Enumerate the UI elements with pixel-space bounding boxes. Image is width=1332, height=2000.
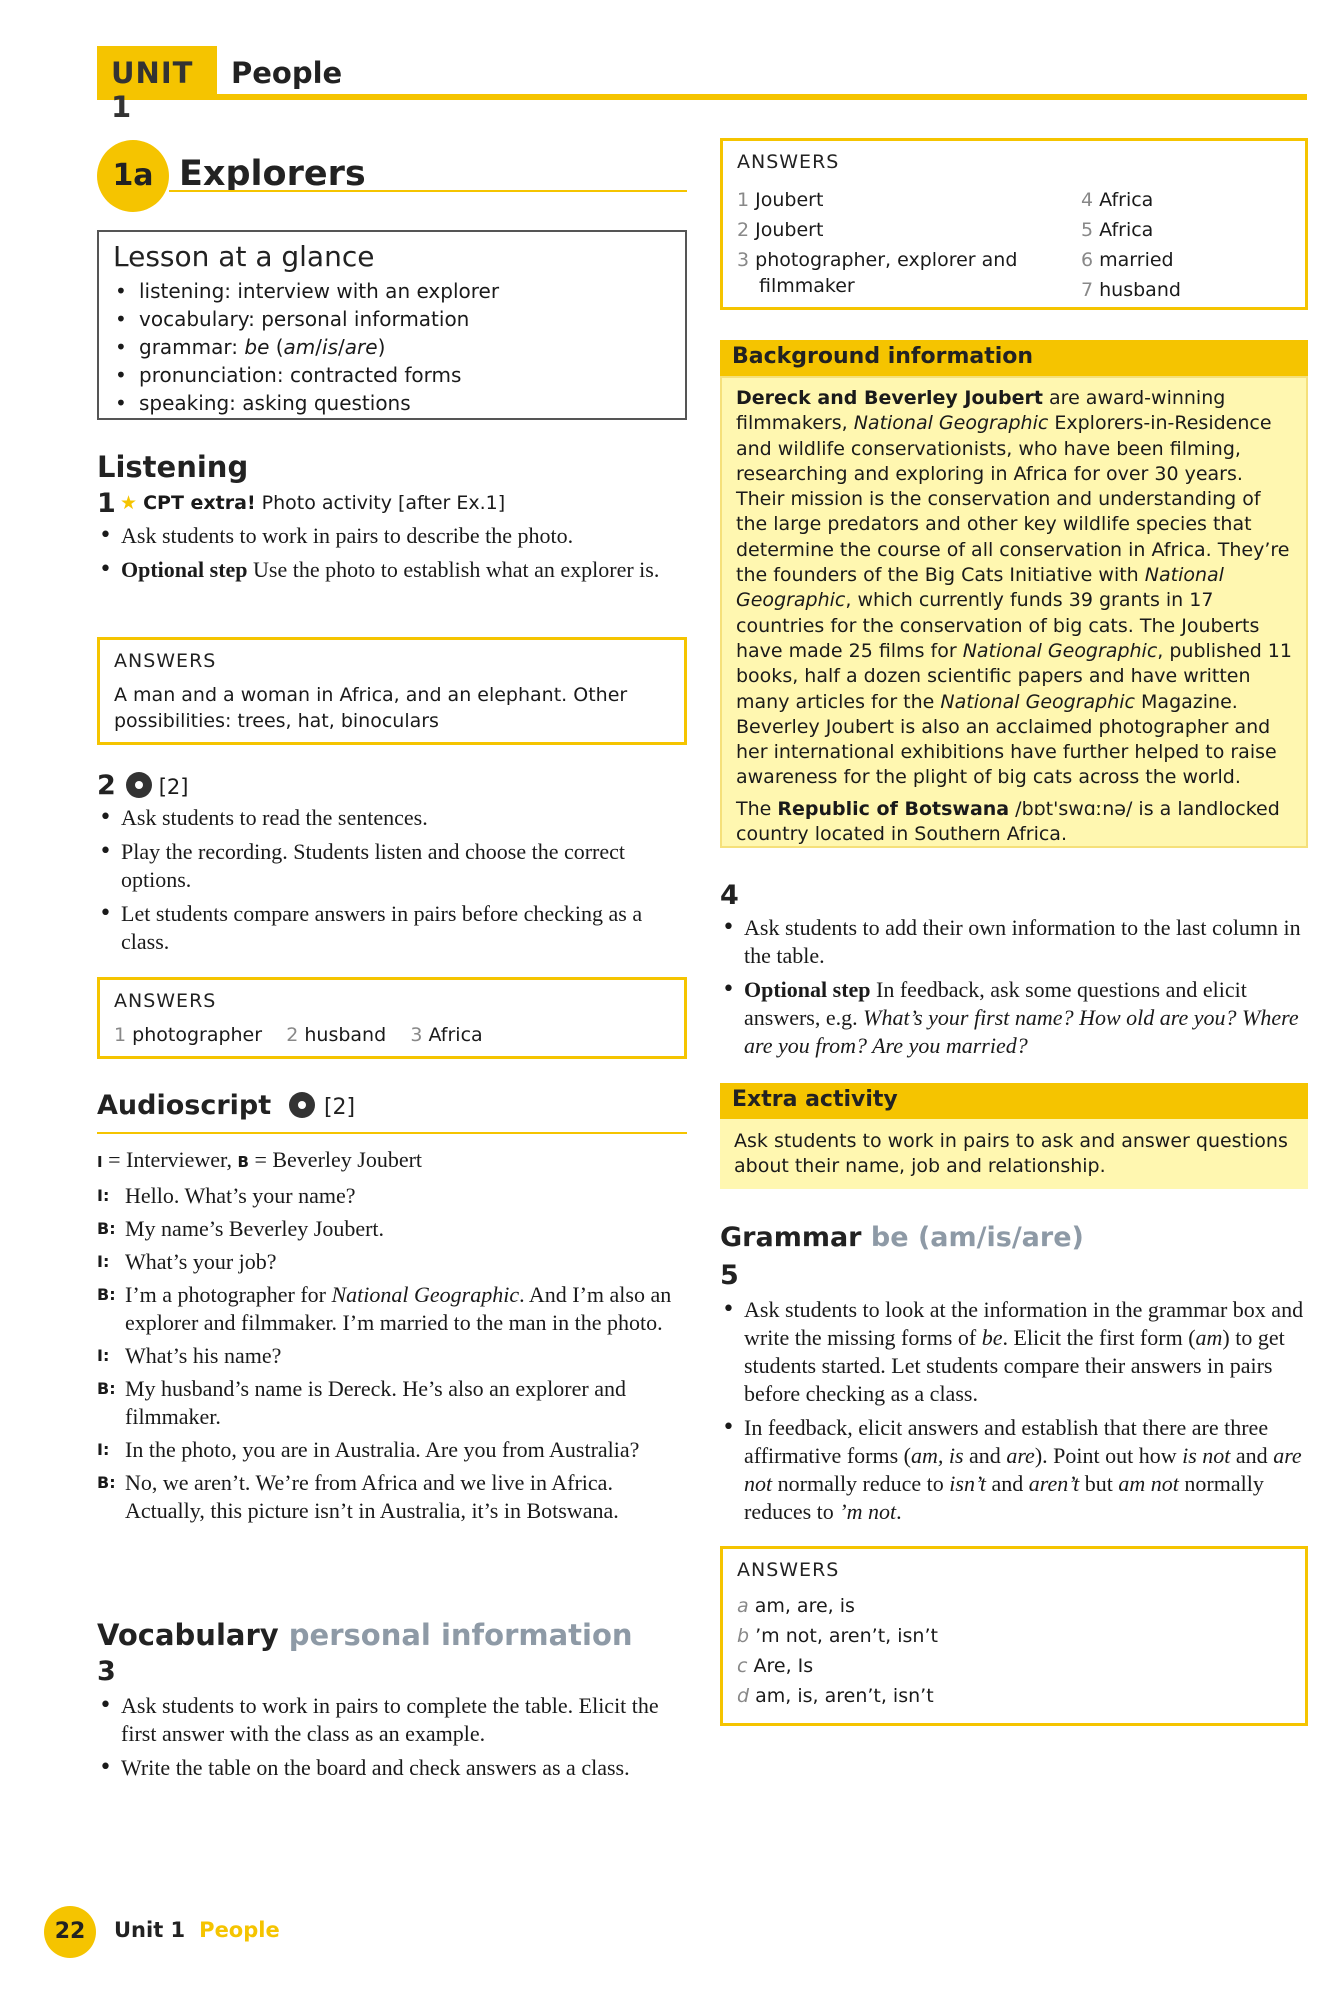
unit-label: UNIT 1 [97, 46, 217, 94]
answers-label: ANSWERS [114, 990, 217, 1012]
answers-right-column: 4 Africa 5 Africa 6 married 7 husband [1081, 189, 1181, 301]
track-number: [2] [158, 775, 189, 799]
glance-list [113, 277, 685, 417]
glance-item: • listening: interview with an explorer [113, 277, 685, 305]
background-info-heading: Background information [720, 340, 1308, 376]
unit-title: People [231, 56, 343, 90]
star-icon: ★ [120, 492, 138, 514]
answers-text: A man and a woman in Africa, and an elephant. Other possibilities: trees, hat, binoculars [114, 684, 628, 732]
audio-cd-icon [126, 772, 152, 798]
audioscript-key: I = Interviewer, B = Beverley Joubert [97, 1147, 423, 1172]
answers-box-2 [97, 977, 687, 1059]
exercise-2-number: 2 [97, 770, 116, 801]
audio-cd-icon [289, 1092, 315, 1118]
answers-list: a am, are, is b ’m not, aren’t, isn’t c Are, Is d am, is, aren’t, isn’t [737, 1595, 938, 1707]
answers-label: ANSWERS [737, 1559, 840, 1581]
glance-item: • grammar: be (am/is/are) [113, 333, 685, 361]
script-line: I: What’s his name? [97, 1343, 282, 1368]
audioscript-body [97, 1146, 687, 1530]
extra-activity-body: Ask students to work in pairs to ask and answer questions about their name, job and relationship. [720, 1119, 1308, 1189]
answers-box-3 [720, 138, 1308, 310]
cpt-extra-text: Photo activity [after Ex.1] [261, 492, 506, 514]
vocabulary-heading: Vocabulary personal information [97, 1618, 633, 1652]
lesson-title-rule [169, 190, 687, 192]
bullet: • Ask students to read the sentences. [97, 804, 687, 832]
audioscript-heading: Audioscript [2] [97, 1090, 356, 1121]
listening-heading: Listening [97, 450, 249, 484]
bullet: • Write the table on the board and check answers as a class. [97, 1754, 687, 1782]
extra-activity-heading: Extra activity [720, 1083, 1308, 1119]
exercise-1-number: 1 [97, 488, 116, 519]
glance-item: • pronunciation: contracted forms [113, 361, 685, 389]
bullet: • Ask students to work in pairs to complete the table. Elicit the first answer with the class as an example. [97, 1692, 687, 1748]
background-info-body [720, 376, 1308, 848]
bullet: • Optional step Use the photo to establish what an explorer is. [97, 556, 687, 584]
bullet: • Ask students to add their own information to the last column in the table. [720, 914, 1308, 970]
glance-item: • speaking: asking questions [113, 389, 685, 417]
cpt-extra-line [120, 492, 505, 514]
exercise-5-number: 5 [720, 1260, 739, 1291]
glance-title: Lesson at a glance [113, 240, 375, 273]
script-line: I: What’s your job? [97, 1249, 277, 1274]
exercise-4-bullets [720, 914, 1308, 1066]
unit-header [97, 46, 1307, 124]
bullet: • In feedback, elicit answers and establish that there are three affirmative forms (am, is and are). Point out how is not and are not normally reduce to isn’t and aren’t but am not normally reduces to ’m not. [720, 1414, 1308, 1526]
exercise-4-number: 4 [720, 880, 739, 911]
answers-label: ANSWERS [737, 151, 840, 173]
glance-item: • vocabulary: personal information [113, 305, 685, 333]
bullet: • Ask students to look at the information in the grammar box and write the missing forms of be. Elicit the first form (am) to get students started. Let students compare their answers in pairs before checking as a class. [720, 1296, 1308, 1408]
lesson-badge: 1a [97, 140, 169, 212]
script-line: B: My husband’s name is Dereck. He’s also an explorer and filmmaker. [97, 1376, 626, 1429]
background-paragraph: Dereck and Beverley Joubert are award-winning filmmakers, National Geographic Explorers-in-Residence and wildlife conservationists, who have been filming, researching and exploring in Africa for over 30 years. Their mission is the conservation and understanding of the large predators and other key wildlife species that determine the course of all conservation in Africa. They’re the founders of the Big Cats Initiative with National Geographic, which currently funds 39 grants in 17 countries for the conservation of big cats. The Jouberts have made 25 films for National Geographic, published 11 books, half a dozen scientific papers and have written many articles for the National Geographic Magazine. Beverley Joubert is also an acclaimed photographer and her international exhibitions have further helped to raise awareness for the plight of big cats across the world. [736, 387, 1292, 789]
bullet: • Ask students to work in pairs to describe the photo. [97, 522, 687, 550]
exercise-1-bullets [97, 522, 687, 590]
answers-list: 1 photographer 2 husband 3 Africa [114, 1024, 483, 1046]
audioscript-rule [97, 1132, 687, 1134]
answers-box-1 [97, 637, 687, 745]
background-paragraph: The Republic of Botswana /bɒt'swɑːnə/ is a landlocked country located in Southern Africa. [736, 797, 1280, 846]
answers-box-5 [720, 1546, 1308, 1726]
exercise-3-number: 3 [97, 1656, 116, 1687]
grammar-heading: Grammar be (am/is/are) [720, 1222, 1084, 1253]
exercise-3-bullets [97, 1692, 687, 1788]
bullet: • Play the recording. Students listen and choose the correct options. [97, 838, 687, 894]
lesson-title: Explorers [179, 154, 366, 194]
script-line: B: No, we aren’t. We’re from Africa and we live in Africa. Actually, this picture isn’t in Australia, it’s in Botswana. [97, 1470, 619, 1523]
exercise-5-bullets [720, 1296, 1308, 1532]
script-line: I: In the photo, you are in Australia. Are you from Australia? [97, 1437, 640, 1462]
bullet: • Optional step In feedback, ask some questions and elicit answers, e.g. What’s your first name? How old are you? Where are you from? Are you married? [720, 976, 1308, 1060]
cpt-extra-label: CPT extra! [143, 492, 256, 514]
footer-title: Unit 1 People [114, 1918, 280, 1942]
script-line: B: My name’s Beverley Joubert. [97, 1216, 385, 1241]
bullet: • Let students compare answers in pairs before checking as a class. [97, 900, 687, 956]
exercise-2-track [126, 772, 188, 799]
script-line: B: I’m a photographer for National Geographic. And I’m also an explorer and filmmaker. I’m married to the man in the photo. [97, 1282, 672, 1335]
answers-left-column: 1 Joubert 2 Joubert 3 photographer, explorer and filmmaker [737, 189, 1018, 297]
answers-label: ANSWERS [114, 650, 217, 672]
script-line: I: Hello. What’s your name? [97, 1183, 356, 1208]
page-number: 22 [44, 1906, 96, 1958]
lesson-at-a-glance-box [97, 230, 687, 420]
exercise-2-bullets [97, 804, 687, 962]
